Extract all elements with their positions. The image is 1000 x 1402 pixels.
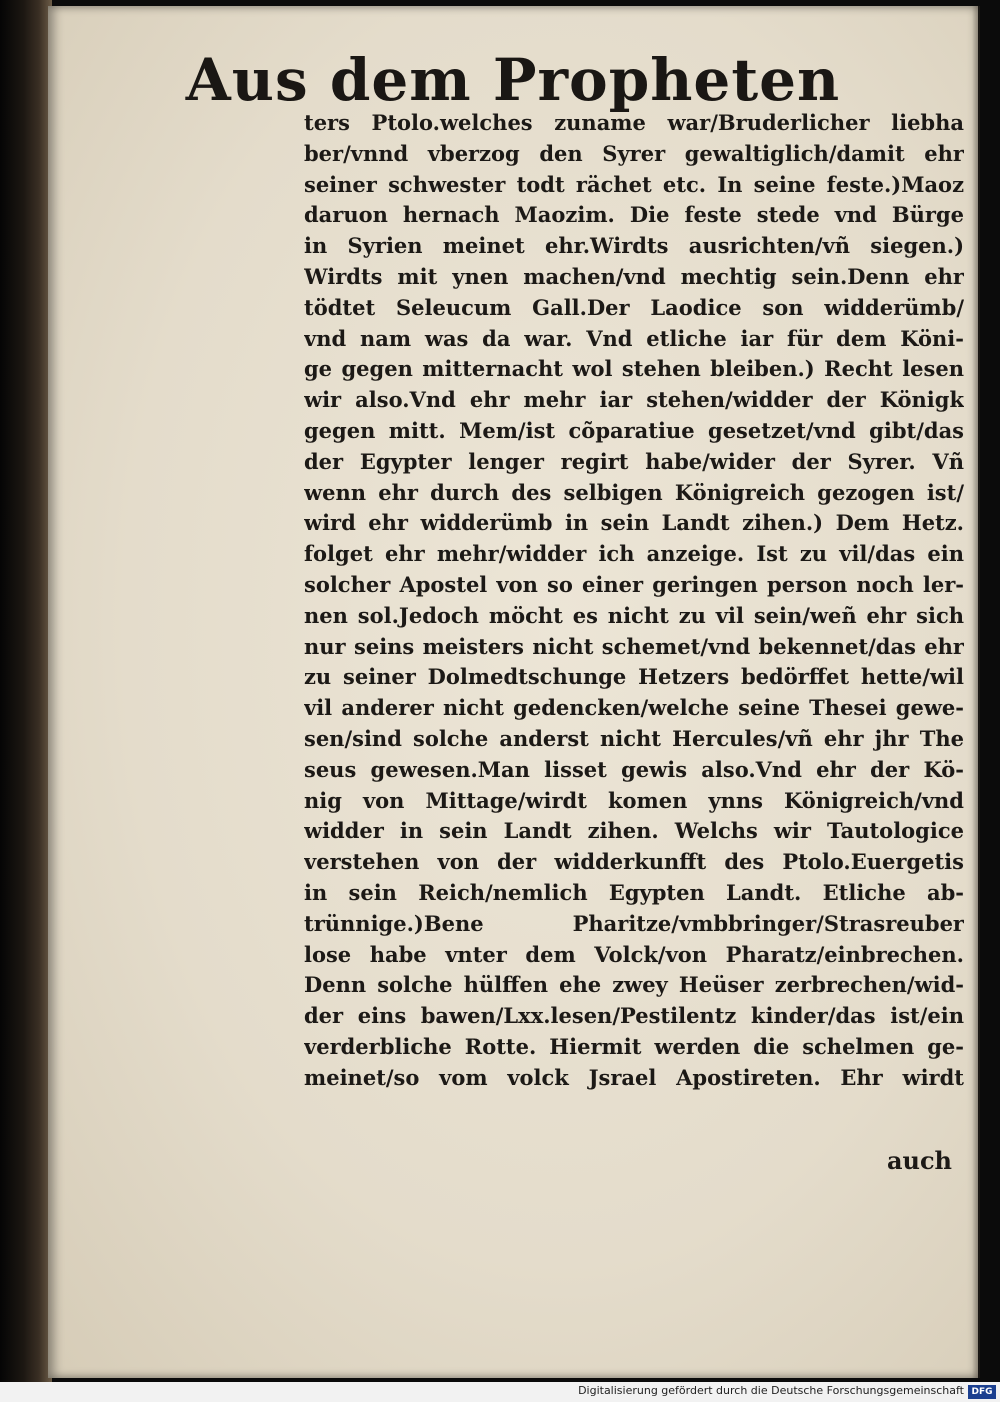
text-line: Denn solche hülffen ehe zwey Heüser zerbrechen/wid- (304, 972, 964, 998)
text-line: wenn ehr durch des selbigen Königreich gezogen ist/ (304, 479, 964, 505)
text-line: vnd nam was da war. Vnd etliche iar für dem Köni- (304, 325, 964, 351)
text-line: nur seins meisters nicht schemet/vnd bekennet/das ehr (304, 633, 964, 659)
text-line: in Syrien meinet ehr.Wirdts ausrichten/vñ siegen.) (304, 233, 964, 259)
text-line: der eins bawen/Lxx.lesen/Pestilentz kinder/das ist/ein (304, 1003, 964, 1029)
text-line: gegen mitt. Mem/ist cõparatiue gesetzet/vnd gibt/das (304, 417, 964, 443)
text-line: meinet/so vom volck Jsrael Apostireten. Ehr wirdt (304, 1064, 964, 1090)
text-line: Wirdts mit ynen machen/vnd mechtig sein.Denn ehr (304, 263, 964, 289)
text-line: verstehen von der widderkunfft des Ptolo.Euergetis (304, 849, 964, 875)
text-line: ters Ptolo.welches zuname war/Bruderlicher liebha (304, 110, 964, 135)
book-spine (0, 0, 52, 1382)
text-line: daruon hernach Maozim. Die feste stede vnd Bürge (304, 202, 964, 228)
text-line: nig von Mittage/wirdt komen ynns Königreich/vnd (304, 787, 964, 813)
catchword: auch (886, 1146, 952, 1175)
text-line: trünnige.)Bene Pharitze/vmbbringer/Strasreuber (304, 910, 964, 936)
text-line: tödtet Seleucum Gall.Der Laodice son widderümb/ (304, 294, 964, 320)
text-line: sen/sind solche anderst nicht Hercules/vñ ehr jhr The (304, 725, 964, 751)
body-text (304, 108, 964, 1094)
text-line: seiner schwester todt rächet etc. In seine feste.)Maoz (304, 171, 964, 197)
text-line: vil anderer nicht gedencken/welche seine Thesei gewe- (304, 695, 964, 721)
text-line: zu seiner Dolmedtschunge Hetzers bedörffet hette/wil (304, 664, 964, 690)
text-line: ber/vnnd vberzog den Syrer gewaltiglich/damit ehr (304, 140, 964, 166)
text-line: seus gewesen.Man lisset gewis also.Vnd ehr der Kö- (304, 756, 964, 782)
page-edge (972, 6, 980, 1378)
text-line: lose habe vnter dem Volck/von Pharatz/einbrechen. (304, 941, 964, 967)
text-line: widder in sein Landt zihen. Welchs wir Tautologice (304, 818, 964, 844)
book-page (48, 6, 978, 1378)
text-line: ge gegen mitternacht wol stehen bleiben.) Recht lesen (304, 356, 964, 382)
text-line: wir also.Vnd ehr mehr iar stehen/widder der Königk (304, 387, 964, 413)
text-line: der Egypter lenger regirt habe/wider der Syrer. Vñ (304, 448, 964, 474)
text-line: verderbliche Rotte. Hiermit werden die schelmen ge- (304, 1033, 964, 1059)
text-line: solcher Apostel von so einer geringen person noch ler- (304, 571, 964, 597)
text-line: folget ehr mehr/widder ich anzeige. Ist zu vil/das ein (304, 541, 964, 567)
text-line: in sein Reich/nemlich Egypten Landt. Etliche ab- (304, 879, 964, 905)
dfg-logo: DFG (968, 1385, 996, 1399)
running-head: Aus dem Propheten (185, 46, 841, 114)
text-line: nen sol.Jedoch möcht es nicht zu vil sein/weñ ehr sich (304, 602, 964, 628)
footer-bar (0, 1382, 1000, 1402)
text-line: wird ehr widderümb in sein Landt zihen.) Dem Hetz. (304, 510, 964, 536)
funding-credit: Digitalisierung gefördert durch die Deutsche Forschungsgemeinschaft (578, 1384, 964, 1397)
